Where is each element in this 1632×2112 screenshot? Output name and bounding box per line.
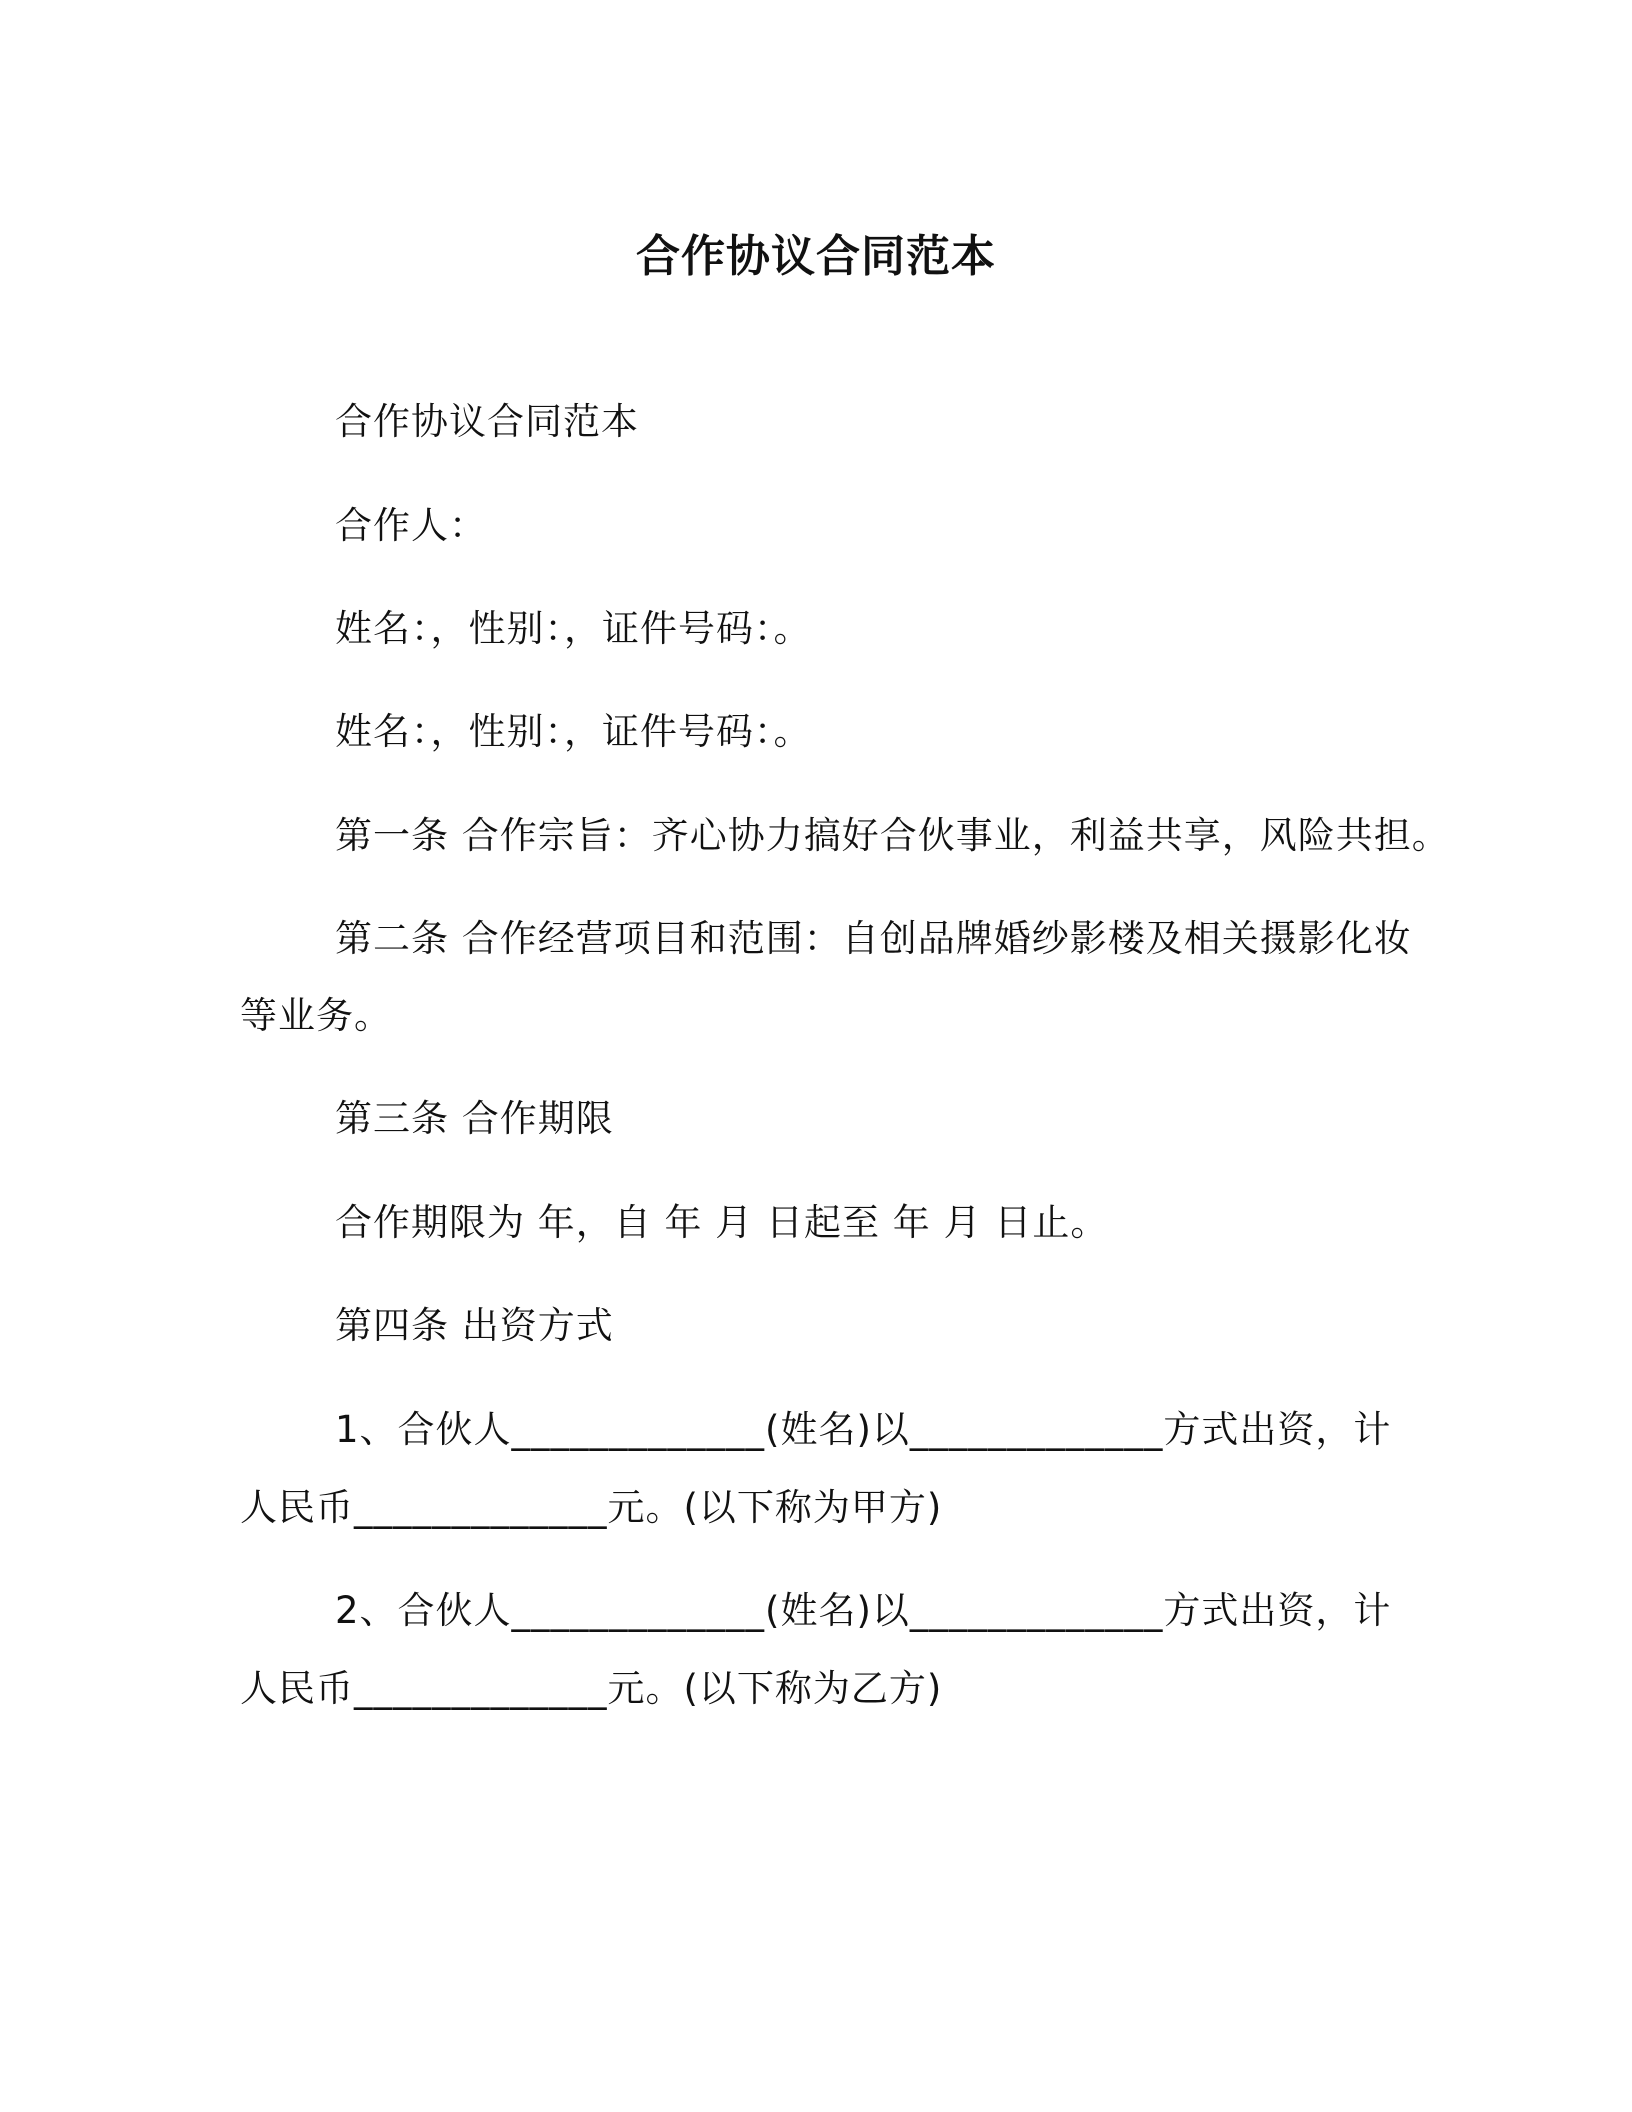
contribution-1-line-1: 1、合伙人_____________(姓名)以_____________方式出资，计 [335, 1408, 1392, 1451]
document-title: 合作协议合同范本 [636, 231, 996, 282]
article-1: 第一条 合作宗旨：齐心协力搞好合伙事业，利益共享，风险共担。 [335, 814, 1450, 857]
subtitle-line: 合作协议合同范本 [335, 400, 639, 443]
partner-info-line-2: 姓名：，性别：，证件号码：。 [335, 710, 812, 753]
partner-info-line-1: 姓名：，性别：，证件号码：。 [335, 607, 812, 650]
partners-label: 合作人： [335, 504, 487, 547]
contribution-2-line-2: 人民币_____________元。(以下称为乙方) [240, 1667, 943, 1710]
article-2-line-1: 第二条 合作经营项目和范围：自创品牌婚纱影楼及相关摄影化妆 [335, 917, 1412, 960]
article-4-heading: 第四条 出资方式 [335, 1304, 614, 1347]
article-3-heading: 第三条 合作期限 [335, 1097, 614, 1140]
article-3-term: 合作期限为 年，自 年 月 日起至 年 月 日止。 [335, 1201, 1109, 1244]
contribution-2-line-1: 2、合伙人_____________(姓名)以_____________方式出资，计 [335, 1589, 1392, 1632]
contribution-1-line-2: 人民币_____________元。(以下称为甲方) [240, 1486, 943, 1529]
article-2-line-2: 等业务。 [240, 994, 392, 1037]
